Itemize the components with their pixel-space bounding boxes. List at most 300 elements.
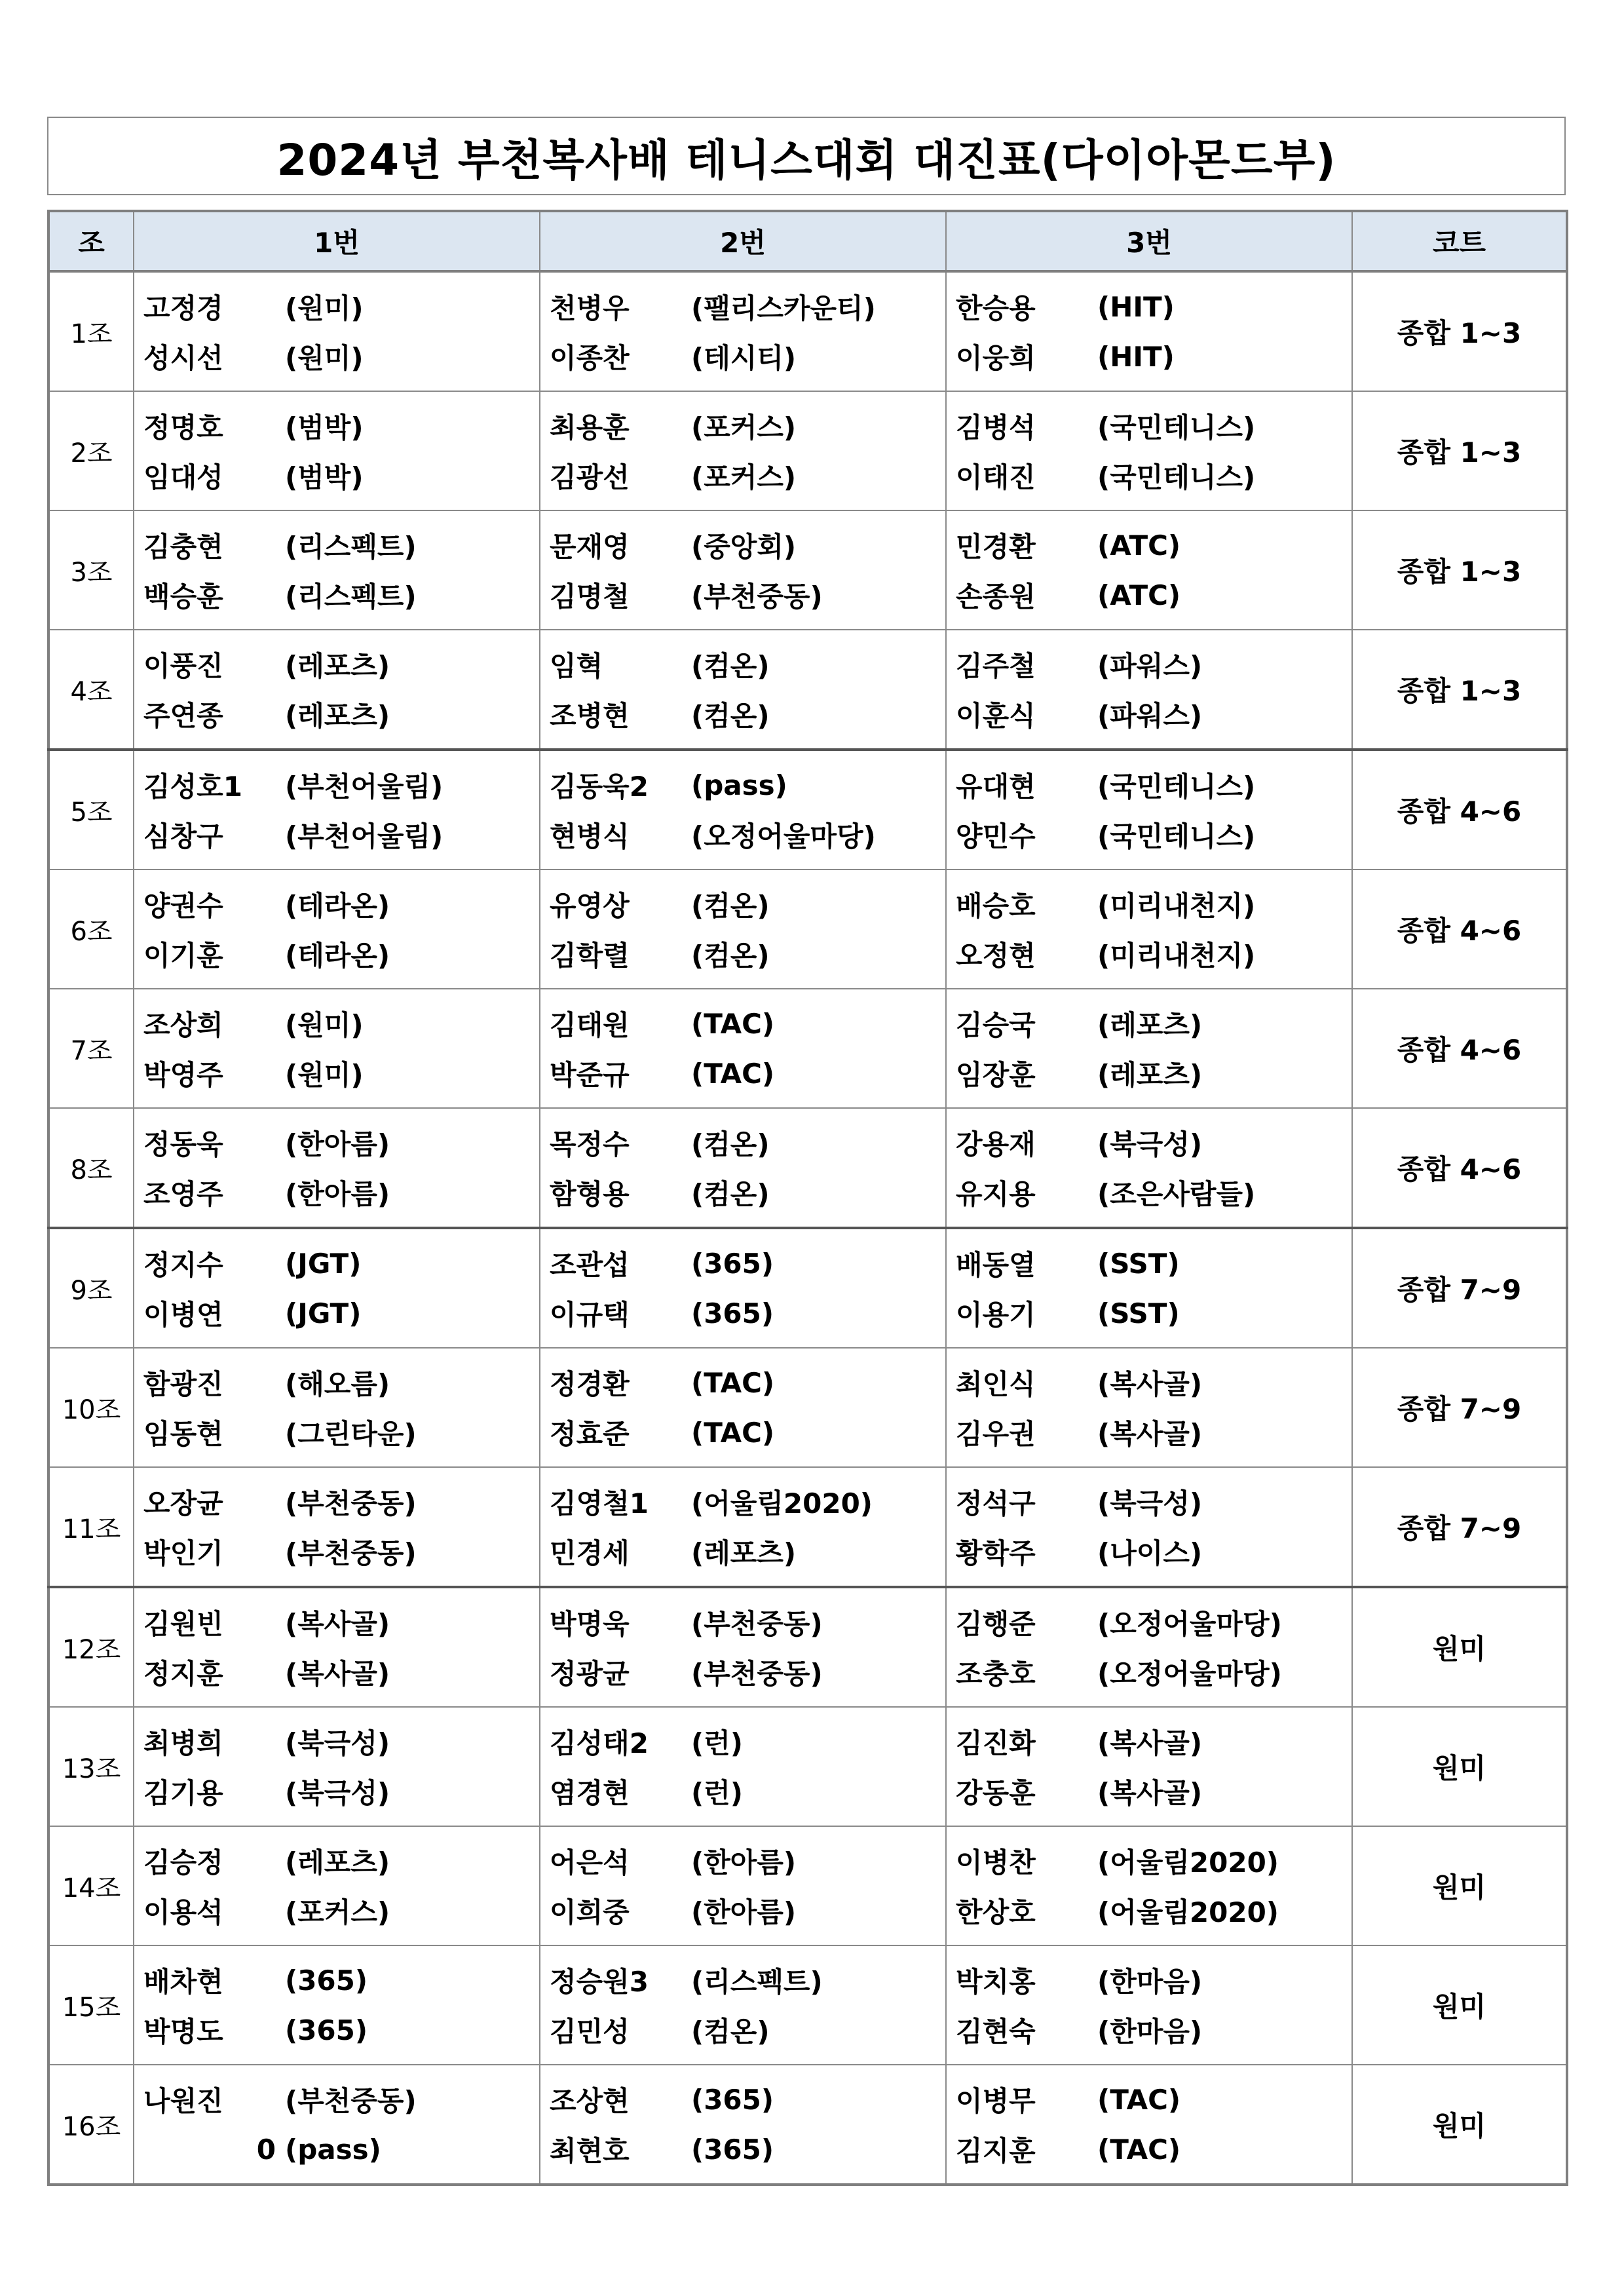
player-name: 정경환 [550,1368,630,1400]
player-club: (국민테니스) [1097,820,1256,852]
player-name: 조충호 [956,1658,1036,1690]
player-name: 한승용 [956,292,1036,324]
player-club: (부천중동) [285,1537,417,1569]
player-line [134,879,539,929]
player-line [540,401,945,451]
player-name: 오정현 [956,940,1036,972]
player-club: (365) [285,2014,368,2046]
player-club: (팰리스카운티) [691,292,876,324]
player-line [947,929,1351,979]
player-name: 한상호 [956,1896,1036,1928]
player-club: (범박) [285,461,364,493]
player-line [134,2005,539,2055]
player-line [540,2075,945,2124]
player-club: (파워스) [1097,700,1203,732]
player-name: 최현호 [550,2135,630,2167]
player-club: (나이스) [1097,1537,1203,1569]
player-name: 정지훈 [143,1658,223,1690]
player-name: 0 [256,2133,276,2166]
pair [134,630,539,748]
pair [134,511,539,629]
player-name: 민경세 [550,1537,630,1569]
pair [134,1109,539,1227]
player-club: (컴온) [691,940,770,972]
player-line [540,332,945,381]
pair [540,392,945,510]
player-line [134,570,539,620]
player-line [947,401,1351,451]
player-name: 이병찬 [956,1846,1036,1879]
pair [540,1109,945,1227]
player-line [947,760,1351,810]
pair-cell-3 [946,271,1352,391]
player-club: (한아름) [285,1178,390,1210]
player-club: (pass) [691,769,787,801]
court-assignment: 원미 [1352,1587,1567,1707]
player-club: (북극성) [285,1727,390,1759]
player-line [134,1836,539,1886]
player-line [947,451,1351,501]
player-line [540,2005,945,2055]
player-line [134,1168,539,1217]
player-club: (테라온) [285,890,390,922]
player-name: 백승훈 [143,581,223,613]
player-line [134,1238,539,1288]
player-club: (레포츠) [285,650,390,682]
player-name: 김원빈 [143,1608,223,1640]
player-name: 양권수 [143,890,223,922]
player-name: 김충현 [143,531,223,563]
player-name: 함형용 [550,1178,630,1210]
player-line [947,332,1351,381]
player-name: 김광선 [550,461,630,493]
player-line [134,1048,539,1098]
player-club: (국민테니스) [1097,461,1256,493]
player-line [134,401,539,451]
pair-cell-2 [540,271,946,391]
pair-cell-2 [540,1108,946,1228]
player-club: (그린타운) [285,1418,417,1450]
player-club: (컴온) [691,650,770,682]
player-club: (포커스) [285,1896,390,1928]
pair-cell-3 [946,1945,1352,2065]
player-club: (부천중동) [691,1658,823,1690]
player-line [134,332,539,381]
player-club: (복사골) [1097,1418,1203,1450]
player-name: 이훈식 [956,700,1036,732]
player-club: (리스펙트) [691,1966,823,1998]
player-club: (복사골) [285,1658,390,1690]
pair-cell-2 [540,1228,946,1348]
pair [947,1946,1351,2064]
player-line [947,570,1351,620]
pair-cell-3 [946,870,1352,989]
pair [134,870,539,988]
pair [947,630,1351,748]
player-line [947,640,1351,689]
pair-cell-2 [540,750,946,870]
player-line [947,1118,1351,1168]
player-club: (국민테니스) [1097,411,1256,444]
player-line [947,1955,1351,2005]
player-club: (컴온) [691,1178,770,1210]
group-row [48,1108,1567,1228]
group-label: 9조 [48,1228,134,1348]
player-line [540,1955,945,2005]
player-line [947,520,1351,570]
pair-cell-3 [946,1587,1352,1707]
player-name: 이용석 [143,1896,223,1928]
player-name: 김성호1 [143,771,242,803]
group-label: 7조 [48,989,134,1108]
player-club: (북극성) [1097,1128,1203,1160]
player-club: (ATC) [1097,529,1181,562]
player-club: (복사골) [1097,1777,1203,1809]
group-label: 6조 [48,870,134,989]
group-label: 16조 [48,2065,134,2185]
player-name: 김태원 [550,1009,630,1041]
pair-cell-3 [946,391,1352,510]
player-name: 이용기 [956,1299,1036,1331]
pair [947,751,1351,869]
pair-cell-3 [946,1826,1352,1945]
player-name: 박영주 [143,1059,223,1091]
player-club: (포커스) [691,411,797,444]
player-club: (한아름) [691,1896,797,1928]
player-club: (포커스) [691,461,797,493]
player-name: 나원진 [143,2085,223,2117]
group-label: 3조 [48,510,134,630]
pair [134,1349,539,1466]
header-row [48,211,1567,271]
player-line [947,1288,1351,1338]
player-name: 정광균 [550,1658,630,1690]
pair [947,392,1351,510]
player-line [540,1836,945,1886]
player-line [947,1527,1351,1577]
pair [947,870,1351,988]
player-name: 조상희 [143,1009,223,1041]
pair [540,273,945,391]
player-line [947,1477,1351,1527]
player-club: (테시티) [691,342,797,374]
pair-cell-1 [134,1467,540,1587]
player-line [134,1358,539,1407]
group-label: 1조 [48,271,134,391]
player-club: (pass) [285,2133,381,2166]
player-line [947,1048,1351,1098]
pair-cell-3 [946,1108,1352,1228]
pair-cell-1 [134,1945,540,2065]
player-club: (어울림2020) [691,1487,873,1520]
pair-cell-1 [134,750,540,870]
player-line [540,1767,945,1816]
header-court: 코트 [1352,211,1567,271]
player-name: 손종원 [956,581,1036,613]
pair-cell-1 [134,2065,540,2185]
player-line [540,879,945,929]
pair [540,1827,945,1945]
player-line [134,2075,539,2124]
player-line [540,1527,945,1577]
pair [134,1946,539,2064]
pair [947,1109,1351,1227]
player-name: 주연종 [143,700,223,732]
pair [947,989,1351,1107]
player-club: (한마음) [1097,1966,1203,1998]
player-line [134,689,539,739]
player-name: 김행준 [956,1608,1036,1640]
player-club: (365) [691,2083,774,2116]
player-line [540,810,945,860]
pair [540,870,945,988]
player-name: 염경현 [550,1777,630,1809]
player-club: (부천중동) [691,581,823,613]
pair [134,1588,539,1706]
player-name: 김학렬 [550,940,630,972]
pair [540,751,945,869]
player-name: 이종찬 [550,342,630,374]
player-name: 황학주 [956,1537,1036,1569]
pair-cell-3 [946,1707,1352,1826]
pair [947,1468,1351,1586]
player-line [134,1288,539,1338]
player-name: 정승원3 [550,1966,649,1998]
pair-cell-2 [540,1587,946,1707]
player-name: 이풍진 [143,650,223,682]
player-line [947,2124,1351,2174]
player-club: (해오름) [285,1368,390,1400]
player-club: (한마음) [1097,2016,1203,2048]
pair-cell-1 [134,510,540,630]
group-label: 10조 [48,1348,134,1467]
player-name: 김기용 [143,1777,223,1809]
player-line [540,999,945,1048]
header-slot-2: 2번 [540,211,946,271]
player-club: (범박) [285,411,364,444]
pair-cell-1 [134,391,540,510]
player-line [540,929,945,979]
player-club: (북극성) [285,1777,390,1809]
player-line [540,760,945,810]
pair-cell-2 [540,630,946,750]
pair [540,1946,945,2064]
player-club: (복사골) [1097,1368,1203,1400]
player-club: (오정어울마당) [1097,1608,1282,1640]
player-name: 임대성 [143,461,223,493]
player-club: (어울림2020) [1097,1896,1279,1928]
pair-cell-2 [540,870,946,989]
pair-cell-3 [946,1228,1352,1348]
pair-cell-2 [540,1826,946,1945]
group-row [48,870,1567,989]
player-name: 성시선 [143,342,223,374]
player-name: 함광진 [143,1368,223,1400]
player-name: 고정경 [143,292,223,324]
pair [540,1588,945,1706]
player-club: (원미) [285,1059,364,1091]
pair [540,1349,945,1466]
pair-cell-3 [946,2065,1352,2185]
header-group: 조 [48,211,134,271]
group-row [48,510,1567,630]
pair-cell-1 [134,870,540,989]
player-club: (미리내천지) [1097,890,1256,922]
group-row [48,1826,1567,1945]
player-club: (파워스) [1097,650,1203,682]
player-club: (SST) [1097,1297,1180,1330]
player-name: 양민수 [956,820,1036,852]
player-line [134,282,539,332]
pair [947,1588,1351,1706]
title-box [47,117,1566,195]
court-assignment: 종합 4~6 [1352,1108,1567,1228]
player-line [134,1118,539,1168]
player-name: 오장균 [143,1487,223,1520]
player-club: (부천중동) [285,1487,417,1520]
player-line [540,1168,945,1217]
player-line [134,1407,539,1457]
pair [540,630,945,748]
player-line [134,999,539,1048]
player-name: 김병석 [956,411,1036,444]
player-club: (TAC) [1097,2083,1181,2116]
player-line [947,2005,1351,2055]
group-row [48,750,1567,870]
pair [134,1708,539,1826]
player-name: 이태진 [956,461,1036,493]
pair [134,1229,539,1347]
player-line [947,1168,1351,1217]
court-assignment: 종합 4~6 [1352,989,1567,1108]
player-line [134,640,539,689]
player-club: (오정어울마당) [691,820,876,852]
player-club: (오정어울마당) [1097,1658,1282,1690]
player-club: (중앙회) [691,531,797,563]
player-line [134,1767,539,1816]
pair [947,511,1351,629]
player-name: 배차현 [143,1966,223,1998]
pair [540,2065,945,2183]
group-row [48,1348,1567,1467]
player-line [947,1717,1351,1767]
player-name: 이희중 [550,1896,630,1928]
player-name: 이규택 [550,1299,630,1331]
pair [540,511,945,629]
player-club: (365) [691,1297,774,1330]
player-club: (미리내천지) [1097,940,1256,972]
player-name: 정명호 [143,411,223,444]
player-name: 박준규 [550,1059,630,1091]
player-line [540,1407,945,1457]
player-name: 김주철 [956,650,1036,682]
player-line [947,1767,1351,1816]
player-name: 김승정 [143,1846,223,1879]
player-club: (레포츠) [691,1537,797,1569]
player-club: (부천중동) [691,1608,823,1640]
player-name: 조영주 [143,1178,223,1210]
pair-cell-3 [946,510,1352,630]
bracket-table [47,210,1568,2186]
pair [134,273,539,391]
pair [947,1349,1351,1466]
player-name: 박명도 [143,2016,223,2048]
group-row [48,1587,1567,1707]
player-line [947,1886,1351,1936]
player-line [134,810,539,860]
group-label: 2조 [48,391,134,510]
player-line [947,1598,1351,1647]
page-title: 2024년 부천복사배 테니스대회 대진표(다이아몬드부) [276,134,1336,185]
player-club: (부천어울림) [285,820,444,852]
pair-cell-3 [946,1467,1352,1587]
group-row [48,989,1567,1108]
player-name: 이기훈 [143,940,223,972]
group-label: 13조 [48,1707,134,1826]
player-line [947,1647,1351,1697]
pair-cell-2 [540,1467,946,1587]
player-club: (365) [285,1964,368,1997]
player-name: 정지수 [143,1249,223,1281]
player-club: (컴온) [691,2016,770,2048]
player-line [540,1358,945,1407]
player-name: 임혁 [550,650,603,682]
pair-cell-1 [134,1826,540,1945]
player-name: 심창구 [143,820,223,852]
pair [540,1468,945,1586]
player-name: 김우권 [956,1418,1036,1450]
player-club: (원미) [285,342,364,374]
player-name: 현병식 [550,820,630,852]
player-line [134,1647,539,1697]
player-name: 조병현 [550,700,630,732]
pair-cell-2 [540,391,946,510]
player-club: (부천중동) [285,2085,417,2117]
group-row [48,1467,1567,1587]
player-name: 정석구 [956,1487,1036,1520]
player-name: 김승국 [956,1009,1036,1041]
pair-cell-2 [540,1945,946,2065]
player-club: (TAC) [691,1366,775,1399]
player-name: 박명욱 [550,1608,630,1640]
header-slot-1: 1번 [134,211,540,271]
pair-cell-2 [540,1348,946,1467]
player-club: (TAC) [691,1057,775,1090]
player-line [947,1238,1351,1288]
player-line [134,451,539,501]
player-club: (JGT) [285,1247,362,1280]
player-line [540,689,945,739]
player-club: (국민테니스) [1097,771,1256,803]
court-assignment: 종합 1~3 [1352,391,1567,510]
player-line [540,282,945,332]
player-club: (런) [691,1777,743,1809]
pair-cell-3 [946,989,1352,1108]
player-club: (SST) [1097,1247,1180,1280]
player-line [947,1407,1351,1457]
pair [134,2065,539,2183]
pair [947,1827,1351,1945]
player-name: 정효준 [550,1418,630,1450]
court-assignment: 종합 7~9 [1352,1228,1567,1348]
player-club: (테라온) [285,940,390,972]
player-club: (한아름) [285,1128,390,1160]
pair [540,989,945,1107]
player-line [947,999,1351,1048]
group-row [48,2065,1567,2185]
court-assignment: 종합 1~3 [1352,630,1567,750]
player-line [540,451,945,501]
